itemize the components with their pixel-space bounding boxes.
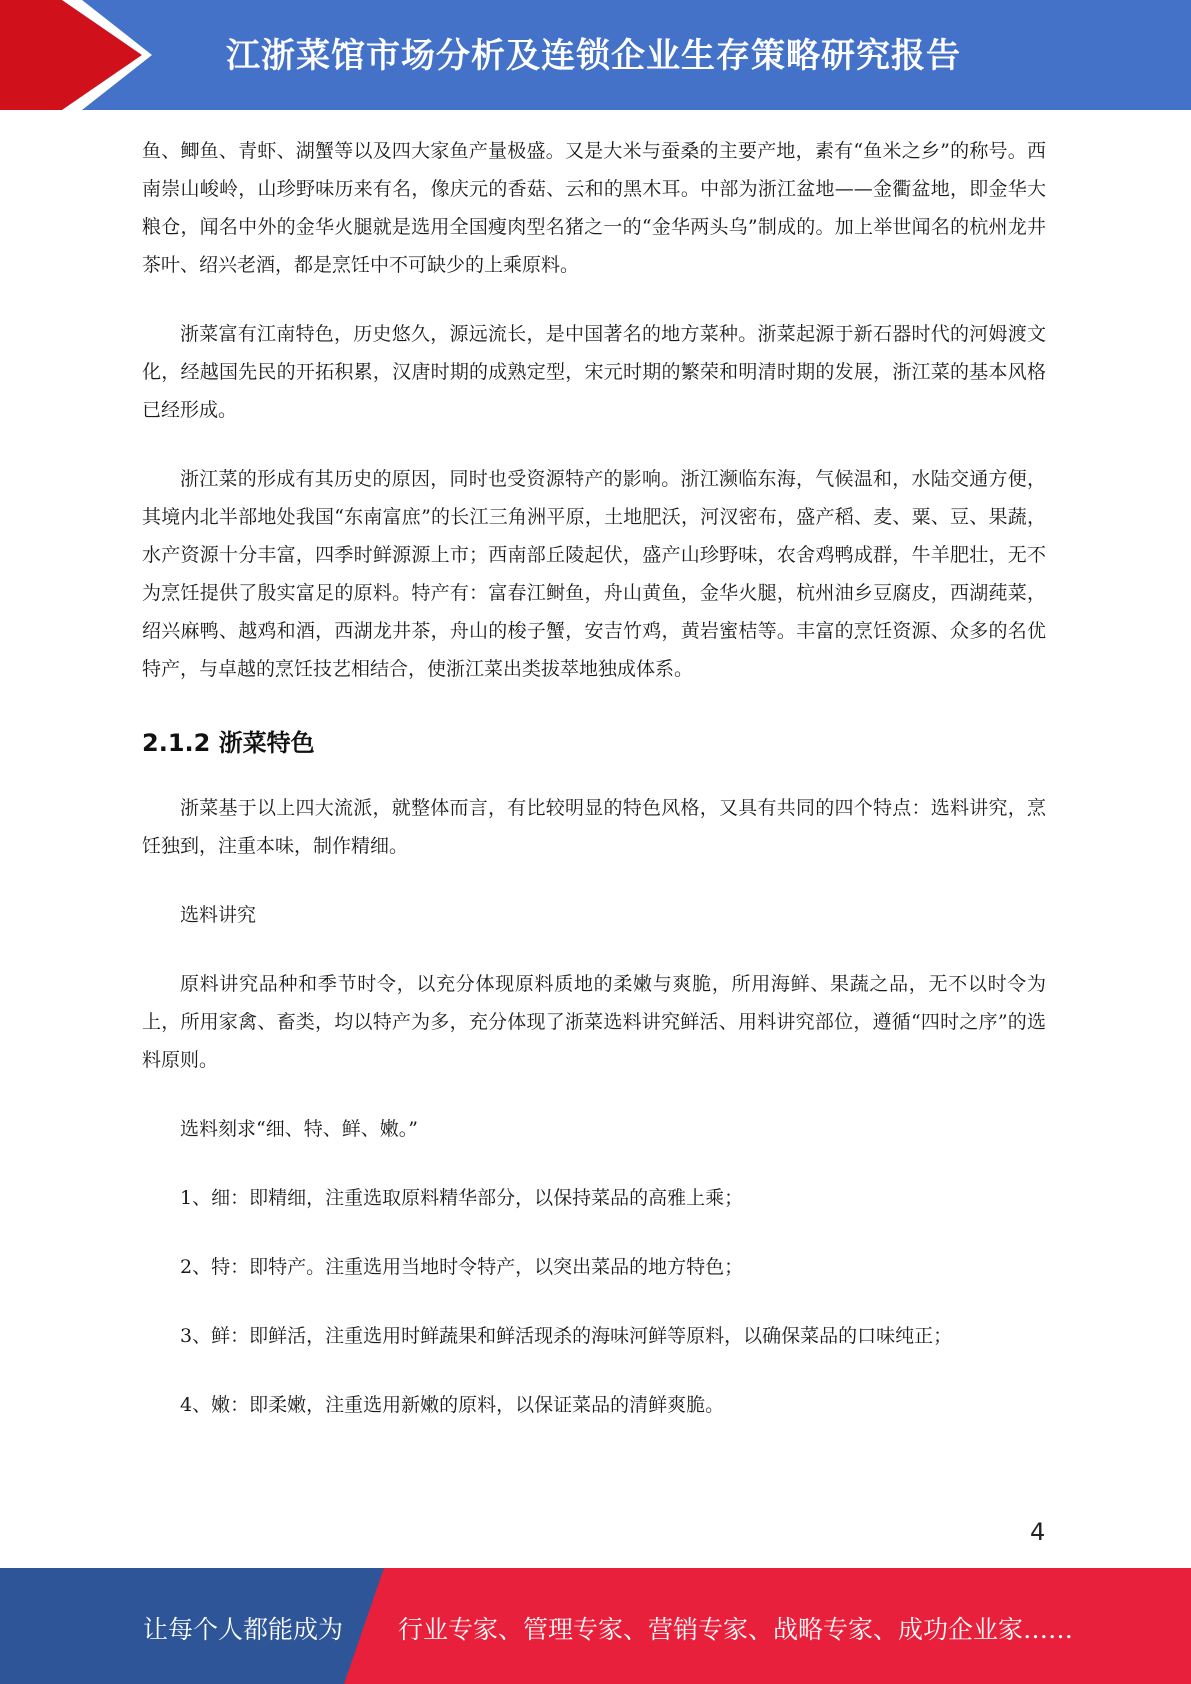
list-item: 2、特：即特产。注重选用当地时令特产，以突出菜品的地方特色； <box>180 1256 744 1278</box>
list-item: 1、细：即精细，注重选取原料精华部分，以保持菜品的高雅上乘； <box>180 1187 744 1209</box>
paragraph: 原料讲究品种和季节时令，以充分体现原料质地的柔嫩与爽脆，所用海鲜、果蔬之品，无不以时令为上，所用家禽、畜类，均以特产为多，充分体现了浙菜选料讲究鲜活、用料讲究部位，遵循“四时之序”的选料原则。 <box>142 973 1046 1071</box>
section-heading: 2.1.2 浙菜特色 <box>142 729 315 757</box>
footer-banner <box>0 1568 1191 1684</box>
paragraph: 浙菜富有江南特色，历史悠久，源远流长，是中国著名的地方菜种。浙菜起源于新石器时代的河姆渡文化，经越国先民的开拓积累，汉唐时期的成熟定型，宋元时期的繁荣和明清时期的发展，浙江菜的基本风格已经形成。 <box>142 323 1046 421</box>
paragraph: 浙菜基于以上四大流派，就整体而言，有比较明显的特色风格，又具有共同的四个特点：选料讲究，烹饪独到，注重本味，制作精细。 <box>142 797 1046 857</box>
paragraph: 鱼、鲫鱼、青虾、湖蟹等以及四大家鱼产量极盛。又是大米与蚕桑的主要产地，素有“鱼米之乡”的称号。西南崇山峻岭，山珍野味历来有名，像庆元的香菇、云和的黑木耳。中部为浙江盆地——金衢盆地，即金华大粮仓，闻名中外的金华火腿就是选用全国瘦肉型名猪之一的“金华两头乌”制成的。加上举世闻名的杭州龙井茶叶、绍兴老酒，都是烹饪中不可缺少的上乘原料。 <box>142 140 1046 276</box>
footer-slogan-right: 行业专家、管理专家、营销专家、战略专家、成功企业家…… <box>398 1615 1074 1644</box>
page-number: 4 <box>1030 1518 1046 1546</box>
list-item: 3、鲜：即鲜活，注重选用时鲜蔬果和鲜活现杀的海味河鲜等原料，以确保菜品的口味纯正； <box>180 1325 953 1347</box>
report-title: 江浙菜馆市场分析及连锁企业生存策略研究报告 <box>226 36 961 76</box>
footer-slogan-left: 让每个人都能成为 <box>143 1615 344 1644</box>
header-banner <box>0 0 1191 110</box>
subheading-text: 选料讲究 <box>180 904 257 926</box>
list-item: 4、嫩：即柔嫩，注重选用新嫩的原料，以保证菜品的清鲜爽脆。 <box>180 1394 725 1416</box>
paragraph: 选料刻求“细、特、鲜、嫩。” <box>180 1118 418 1140</box>
paragraph: 浙江菜的形成有其历史的原因，同时也受资源特产的影响。浙江濒临东海，气候温和，水陆交通方便，其境内北半部地处我国“东南富庶”的长江三角洲平原，土地肥沃，河汊密布，盛产稻、麦、粟、豆、果蔬，水产资源十分丰富，四季时鲜源源上市；西南部丘陵起伏，盛产山珍野味，农舍鸡鸭成群，牛羊肥壮，无不为烹饪提供了殷实富足的原料。特产有：富春江鲥鱼，舟山黄鱼，金华火腿，杭州油乡豆腐皮，西湖莼菜，绍兴麻鸭、越鸡和酒，西湖龙井茶，舟山的梭子蟹，安吉竹鸡，黄岩蜜桔等。丰富的烹饪资源、众多的名优特产，与卓越的烹饪技艺相结合，使浙江菜出类拔萃地独成体系。 <box>142 468 1046 680</box>
page-content <box>142 132 1046 1424</box>
